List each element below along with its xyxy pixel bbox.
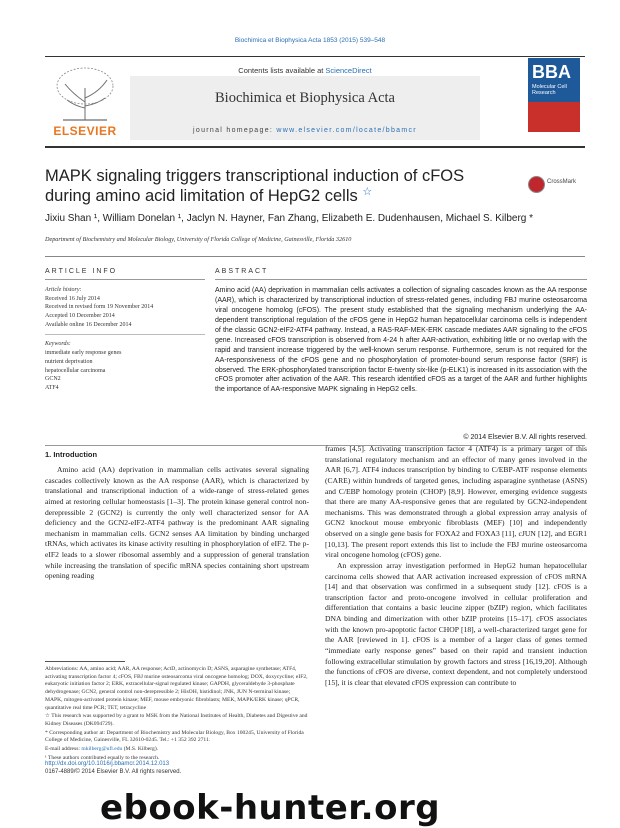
contents-prefix: Contents lists available at (238, 66, 326, 75)
footnote-rule (45, 661, 125, 662)
header-bottom-rule (45, 146, 585, 148)
email-link[interactable]: mkilberg@ufl.edu (81, 746, 123, 753)
doi-link[interactable]: http://dx.doi.org/10.1016/j.bbamcr.2014.12.013 (45, 761, 170, 767)
keywords-label: Keywords: (45, 334, 205, 349)
body-column-left (45, 465, 309, 582)
history-label: Article history: (45, 287, 82, 293)
intro-paragraph-3: An expression array investigation performed in HepG2 human hepatocellular carcinoma cells showed that AAR activation increased expression of cFOS mRNA [14] and that observation was confirmed in a subsequent study [12]. cFOS is a transcription factor and proto-oncogene involved in cellular proliferation and differentiation that contains a basic leucine zipper (bZIP) region, which facilitates DNA binding and dimerization with other bZIP proteins [15–17]. cFOS associates with the known pro-apoptotic factor CHOP [18], a well-characterized target gene for the AAR [reviewed in 1]. cFOS is a member of a larger class of genes termed “immediate early response genes” based on their rapid and transient induction following extracellular stimulation by growth factors and stress [16,19,20]. Although the functions of cFOS are diverse, context dependent, and not completely understood [15], it is clear that elevated cFOS expression can contribute to (325, 560, 587, 687)
intro-paragraph-1: Amino acid (AA) deprivation in mammalian cells activates several signaling cascades collectively known as the AA response (AAR), which is characterized by translational and transcriptional induction of a wide-range of stress-related genes aimed at restoring cellular homeostasis [1–3]. The protein kinase general control non-derepressible 2 (GCN2) is currently the only well characterized sensor for AA deficiency and the GCN2-eIF2-ATF4 pathway is the predominant AAR signaling mechanism in mammalian cells. GCN2 senses AA limitation by binding uncharged tRNAs, which activates its kinase activity resulting in phosphorylation of eIF2. The p-eIF2 leads to a slower ribosomal assembly and a suppression of general translation while increasing the translation of specific mRNA species containing short upstream opening reading (45, 465, 309, 581)
footnote-corresponding: * Corresponding author at: Department of Biochemistry and Molecular Biology, Box 100245, University of Florida College of Medicine, Gainesville, FL 32610-0245. Tel.: +1 352 392 2711. (45, 729, 304, 744)
section-heading-introduction: 1. Introduction (45, 450, 98, 459)
email-suffix: (M.S. Kilberg). (122, 746, 159, 753)
header-top-rule (45, 56, 585, 57)
page-footer (45, 760, 345, 777)
author-list: Jixiu Shan ¹, William Donelan ¹, Jaclyn N. Hayner, Fan Zhang, Elizabeth E. Dudenhausen, Michael S. Kilberg * (45, 213, 534, 224)
footnote-funding: ☆ This research was supported by a grant to MSK from the National Institutes of Health, Diabetes and Digestive and Kidney Diseases (DK094729). (45, 713, 308, 728)
affiliation-rule (45, 256, 585, 257)
contents-availability (130, 66, 480, 75)
article-title (45, 166, 485, 206)
email-label: E-mail address: (45, 746, 82, 753)
history-online: Available online 16 December 2014 (45, 321, 132, 328)
history-received: Received 16 July 2014 (45, 295, 100, 302)
watermark-text: ebook-hunter.org (100, 788, 441, 828)
history-accepted: Accepted 10 December 2014 (45, 313, 115, 320)
journal-name: Biochimica et Biophysica Acta (215, 90, 395, 106)
issn-copyright: 0167-4889/© 2014 Elsevier B.V. All rights reserved. (45, 769, 182, 776)
keyword-item: nutrient deprivation (45, 358, 93, 365)
article-title-text: MAPK signaling triggers transcriptional induction of cFOS during amino acid limitation of HepG2 cells (45, 167, 465, 206)
homepage-link[interactable]: www.elsevier.com/locate/bbamcr (276, 127, 417, 134)
crossmark-icon (528, 176, 545, 193)
cover-band (528, 102, 580, 132)
journal-cover-image (528, 58, 580, 132)
elsevier-wordmark: ELSEVIER (53, 124, 117, 138)
cover-title: BBA (532, 62, 571, 82)
journal-homepage (130, 127, 480, 134)
article-info (45, 286, 205, 393)
keyword-item: GCN2 (45, 376, 61, 383)
keyword-item: hepatocellular carcinoma (45, 367, 106, 374)
affiliation: Department of Biochemistry and Molecular Biology, University of Florida College of Medicine, Gainesville, Florida 32610 (45, 236, 352, 243)
title-footnote-mark[interactable]: ☆ (362, 186, 373, 199)
abstract-copyright: © 2014 Elsevier B.V. All rights reserved. (463, 434, 587, 441)
journal-citation[interactable]: Biochimica et Biophysica Acta 1853 (2015) 539–548 (234, 37, 386, 44)
keyword-item: immediate early response genes (45, 350, 122, 357)
footnote-equal-contribution: ¹ These authors contributed equally to the research. (45, 754, 160, 761)
crossmark-button[interactable] (528, 176, 592, 192)
crossmark-label: CrossMark (547, 179, 577, 185)
cover-subtitle: Molecular Cell Research (532, 84, 567, 97)
homepage-prefix: journal homepage: (193, 127, 277, 134)
footnote-abbreviations: Abbreviations: AA, amino acid; AAR, AA response; ActD, actinomycin D; ASNS, asparagine synthetase; ATF4, activating transcription factor 4; cFOS, FBJ murine osteosarcoma viral oncogene homolog; DOX, doxycycline; eIF2, eukaryotic initiation factor 2; ERK, extracellular-signal regulated kinase; GAPDH, glyceraldehyde 3-phosphate dehydrogenase; GCN2, general control non-derepressible 2; HisOH, histidinol; JNK, JUN N-terminal kinase; MAPK, mitogen-activated protein kinase; MEF, mouse embryonic fibroblasts; MEK, MAPK/ERK kinase; qPCR, quantitative real time PCR; TET, tetracycline (45, 666, 308, 711)
abstract-rule (215, 279, 587, 280)
body-column-right (325, 444, 587, 688)
sciencedirect-link[interactable]: ScienceDirect (325, 66, 372, 75)
article-info-rule (45, 279, 205, 280)
footnote-email (45, 746, 309, 754)
abstract-text: Amino acid (AA) deprivation in mammalian cells activates a collection of signaling cascades known as the AA response (AAR), which is characterized by transcriptional induction of stress-related genes, including FBJ murine osteosarcoma viral oncogene homolog (cFOS). The present study established that the signaling mechanism underlying the AA-dependent transcriptional regulation of the cFOS gene in HepG2 human hepatocellular carcinoma cells is independent of the classic GCN2-eIF2-ATF4 pathway. Instead, a RAS-RAF-MEK-ERK cascade mediates AAR signaling to the cFOS gene. Increased cFOS transcription is observed from 4-24 h after AAR-activation, exhibiting little or no overlap with the rapid and transient increase triggered by the well-known serum response. Furthermore, serum is not required for the AA-responsiveness of the cFOS gene and no phosphorylation of promoter-bound serum response factor (SRF) is observed. The ERK-phosphorylated transcription factor E-twenty six-like (p-ELK1) is increased in its association with the cFOS promoter after activation of the AAR. This research identified cFOS as a target of the AAR and further highlights the importance of AA-responsive MAPK signaling in HepG2 cells. (215, 287, 587, 394)
footnotes (45, 661, 309, 764)
intro-paragraph-2: frames [4,5]. Activating transcription factor 4 (ATF4) is a primary target of this translational regulatory mechanism and an effector of many genes involved in the AAR [6,7]. ATF4 induces transcription by binding to C/EBP-ATF response elements (CARE) within hundreds of targeted genes, including asparagine synthetase (ASNS) and C/EBP homology protein (CHOP) [8,9]. However, emerging evidence suggests that there are many AA-responsive genes that are regulated by GCN2-independent mechanisms. This was demonstrated through a global expression array analysis of GCN2 knockout mouse embryonic fibroblasts (MEF) [10] and independently observed on a single gene basis for FOXA2 and FOXA3 [11], cJUN [12], and EGR1 [10,13]. The present report extends this list to include the FBJ murine osteosarcoma viral oncogene homolog (cFOS) gene. (325, 444, 587, 560)
keyword-item: ATF4 (45, 384, 59, 391)
abstract-heading: ABSTRACT (215, 268, 269, 275)
history-revised: Received in revised form 19 November 2014 (45, 304, 154, 311)
article-info-heading: ARTICLE INFO (45, 268, 118, 275)
